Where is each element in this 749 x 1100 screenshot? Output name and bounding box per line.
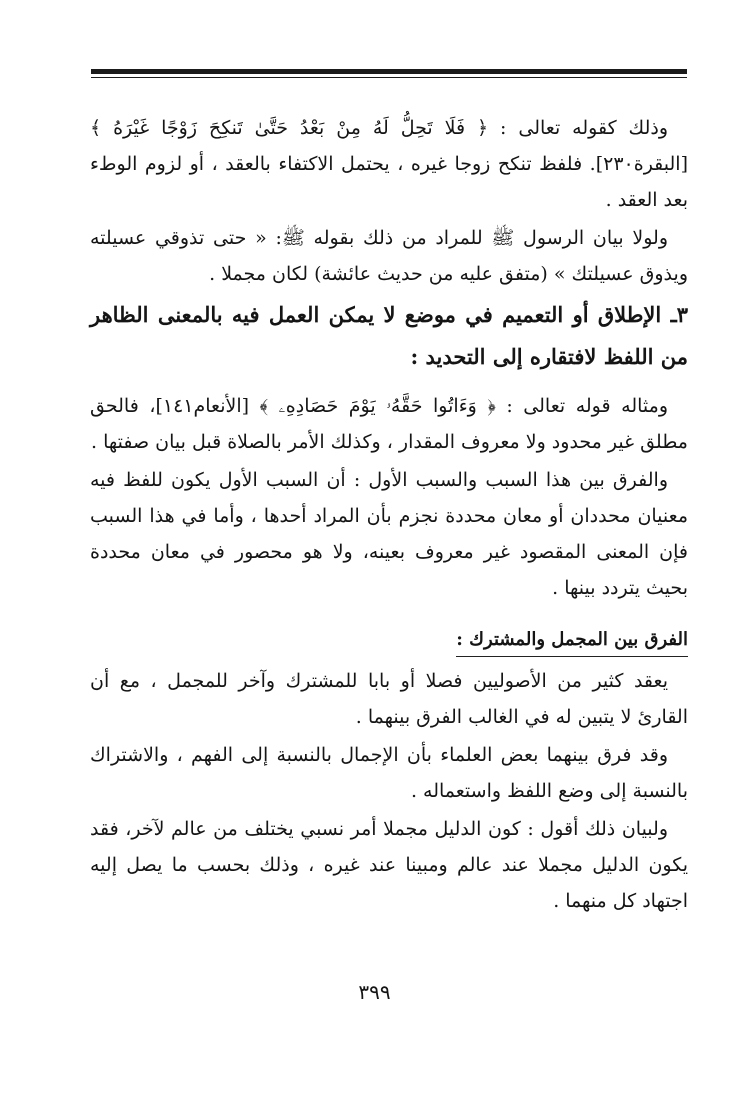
- paragraph-3: ومثاله قوله تعالى : ﴿ وَءَاتُوا حَقَّهُۥ يَوْمَ حَصَادِهِۦ ﴾ [الأنعام١٤١]، فالحق مطلق غير محدود ولا معروف المقدار ، وكذلك الأمر بالصلاة قبل بيان صفتها .: [90, 395, 688, 453]
- page-body: [90, 110, 688, 921]
- paragraph-7: ولبيان ذلك أقول : كون الدليل مجملا أمر نسبي يختلف من عالم لآخر، فقد يكون الدليل مجملا عند عالم ومبينا عند غيره ، وذلك بحسب ما يصل إليه اجتهاد كل منهما .: [90, 818, 688, 912]
- paragraph-4: والفرق بين هذا السبب والسبب الأول : أن السبب الأول يكون للفظ فيه معنيان محددان أو معان محددة نجزم بأن المراد أحدها ، وأما في هذا السبب فإن المعنى المقصود غير معروف بعينه، ولا هو محصور في معان محددة بحيث يتردد بينها .: [90, 469, 688, 599]
- subheading-difference: الفرق بين المجمل والمشترك :: [456, 626, 688, 657]
- paragraph-1: وذلك كقوله تعالى : ﴿ فَلَا تَحِلُّ لَهُ مِنْ بَعْدُ حَتَّىٰ تَنكِحَ زَوْجًا غَيْرَهُ ﴾ [البقرة٢٣٠]. فلفظ تنكح زوجا غيره ، يحتمل الاكتفاء بالعقد ، أو لزوم الوطء بعد العقد .: [90, 117, 688, 211]
- paragraph-2: ولولا بيان الرسول ﷺ للمراد من ذلك بقوله ﷺ: « حتى تذوقي عسيلته ويذوق عسيلتك » (متفق عليه من حديث عائشة) لكان مجملا .: [90, 227, 688, 285]
- paragraph-5: يعقد كثير من الأصوليين فصلا أو بابا للمشترك وآخر للمجمل ، مع أن القارئ لا يتبين له في الغالب الفرق بينهما .: [90, 670, 688, 728]
- paragraph-6: وقد فرق بينهما بعض العلماء بأن الإجمال بالنسبة إلى الفهم ، والاشتراك بالنسبة إلى وضع اللفظ واستعماله .: [90, 744, 688, 802]
- page-number: ٣٩٩: [358, 980, 391, 1004]
- header-rule-thin: [91, 77, 687, 78]
- section-heading-3: ٣ـ الإطلاق أو التعميم في موضع لا يمكن العمل فيه بالمعنى الظاهر من اللفظ لافتقاره إلى التحديد :: [90, 302, 688, 369]
- header-rule-thick: [91, 69, 687, 74]
